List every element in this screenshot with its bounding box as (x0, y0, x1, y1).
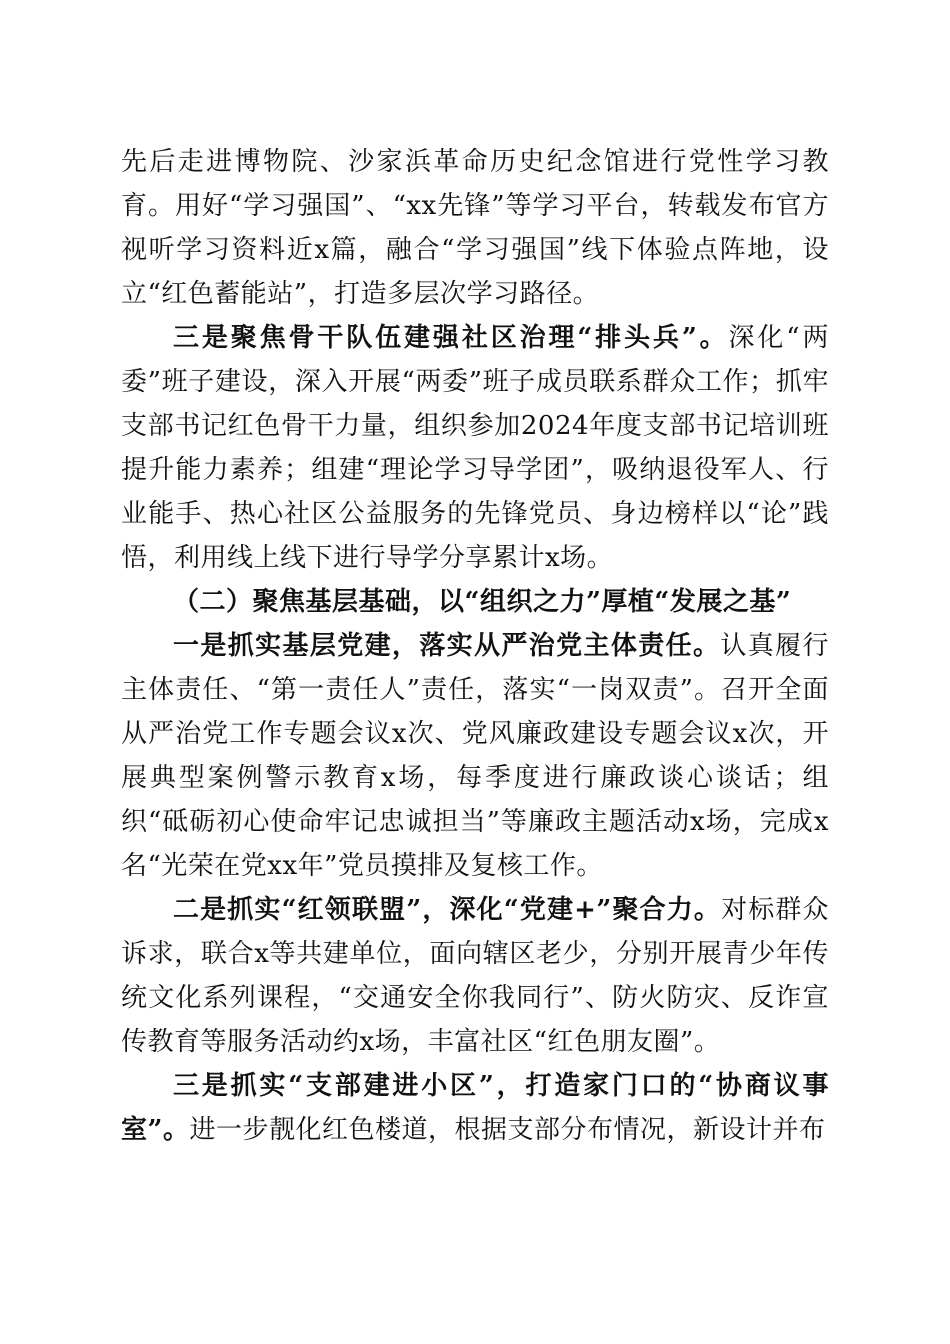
paragraph-study-education (121, 140, 829, 316)
paragraph-party-building (121, 624, 829, 888)
paragraph-body: 先后走进博物院、沙家浜革命历史纪念馆进行党性学习教育。用好“学习强国”、“xx先锋”等学习平台，转载发布官方视听学习资料近x篇，融合“学习强国”线下体验点阵地，设立“红色蓄能站”，打造多层次学习路径。 (121, 147, 829, 309)
document-body (121, 140, 829, 1152)
section-heading: （二）聚焦基层基础，以“组织之力”厚植“发展之基” (173, 587, 792, 617)
paragraph-backbone-team (121, 316, 829, 580)
paragraph-lead: 一是抓实基层党建，落实从严治党主体责任。 (173, 631, 721, 661)
paragraph-lead: 三是聚焦骨干队伍建强社区治理“排头兵”。 (173, 323, 729, 353)
paragraph-body: 认真履行主体责任、“第一责任人”责任，落实“一岗双责”。召开全面从严治党工作专题会议x次、党风廉政建设专题会议x次，开展典型案例警示教育x场，每季度进行廉政谈心谈话；组织“砥砺初心使命牢记忠诚担当”等廉政主题活动x场，完成x名“光荣在党xx年”党员摸排及复核工作。 (121, 631, 829, 881)
paragraph-body: 对标群众诉求，联合x等共建单位，面向辖区老少，分别开展青少年传统文化系列课程，“交通安全你我同行”、防火防灾、反诈宣传教育等服务活动约x场，丰富社区“红色朋友圈”。 (121, 895, 829, 1057)
paragraph-lead: 三是抓实“支部建进小区”，打造家门口的“协商议事室”。 (121, 1071, 829, 1145)
paragraph-red-alliance (121, 888, 829, 1064)
paragraph-body: 深化“两委”班子建设，深入开展“两委”班子成员联系群众工作；抓牢支部书记红色骨干力量，组织参加2024年度支部书记培训班提升能力素养；组建“理论学习导学团”，吸纳退役军人、行业能手、热心社区公益服务的先锋党员、身边榜样以“论”践悟，利用线上线下进行导学分享累计x场。 (121, 323, 829, 573)
paragraph-lead: 二是抓实“红领联盟”，深化“党建+”聚合力。 (173, 895, 722, 925)
paragraph-branch-community (121, 1064, 829, 1152)
paragraph-body: 进一步靓化红色楼道，根据支部分布情况，新设计并布 (189, 1115, 826, 1145)
